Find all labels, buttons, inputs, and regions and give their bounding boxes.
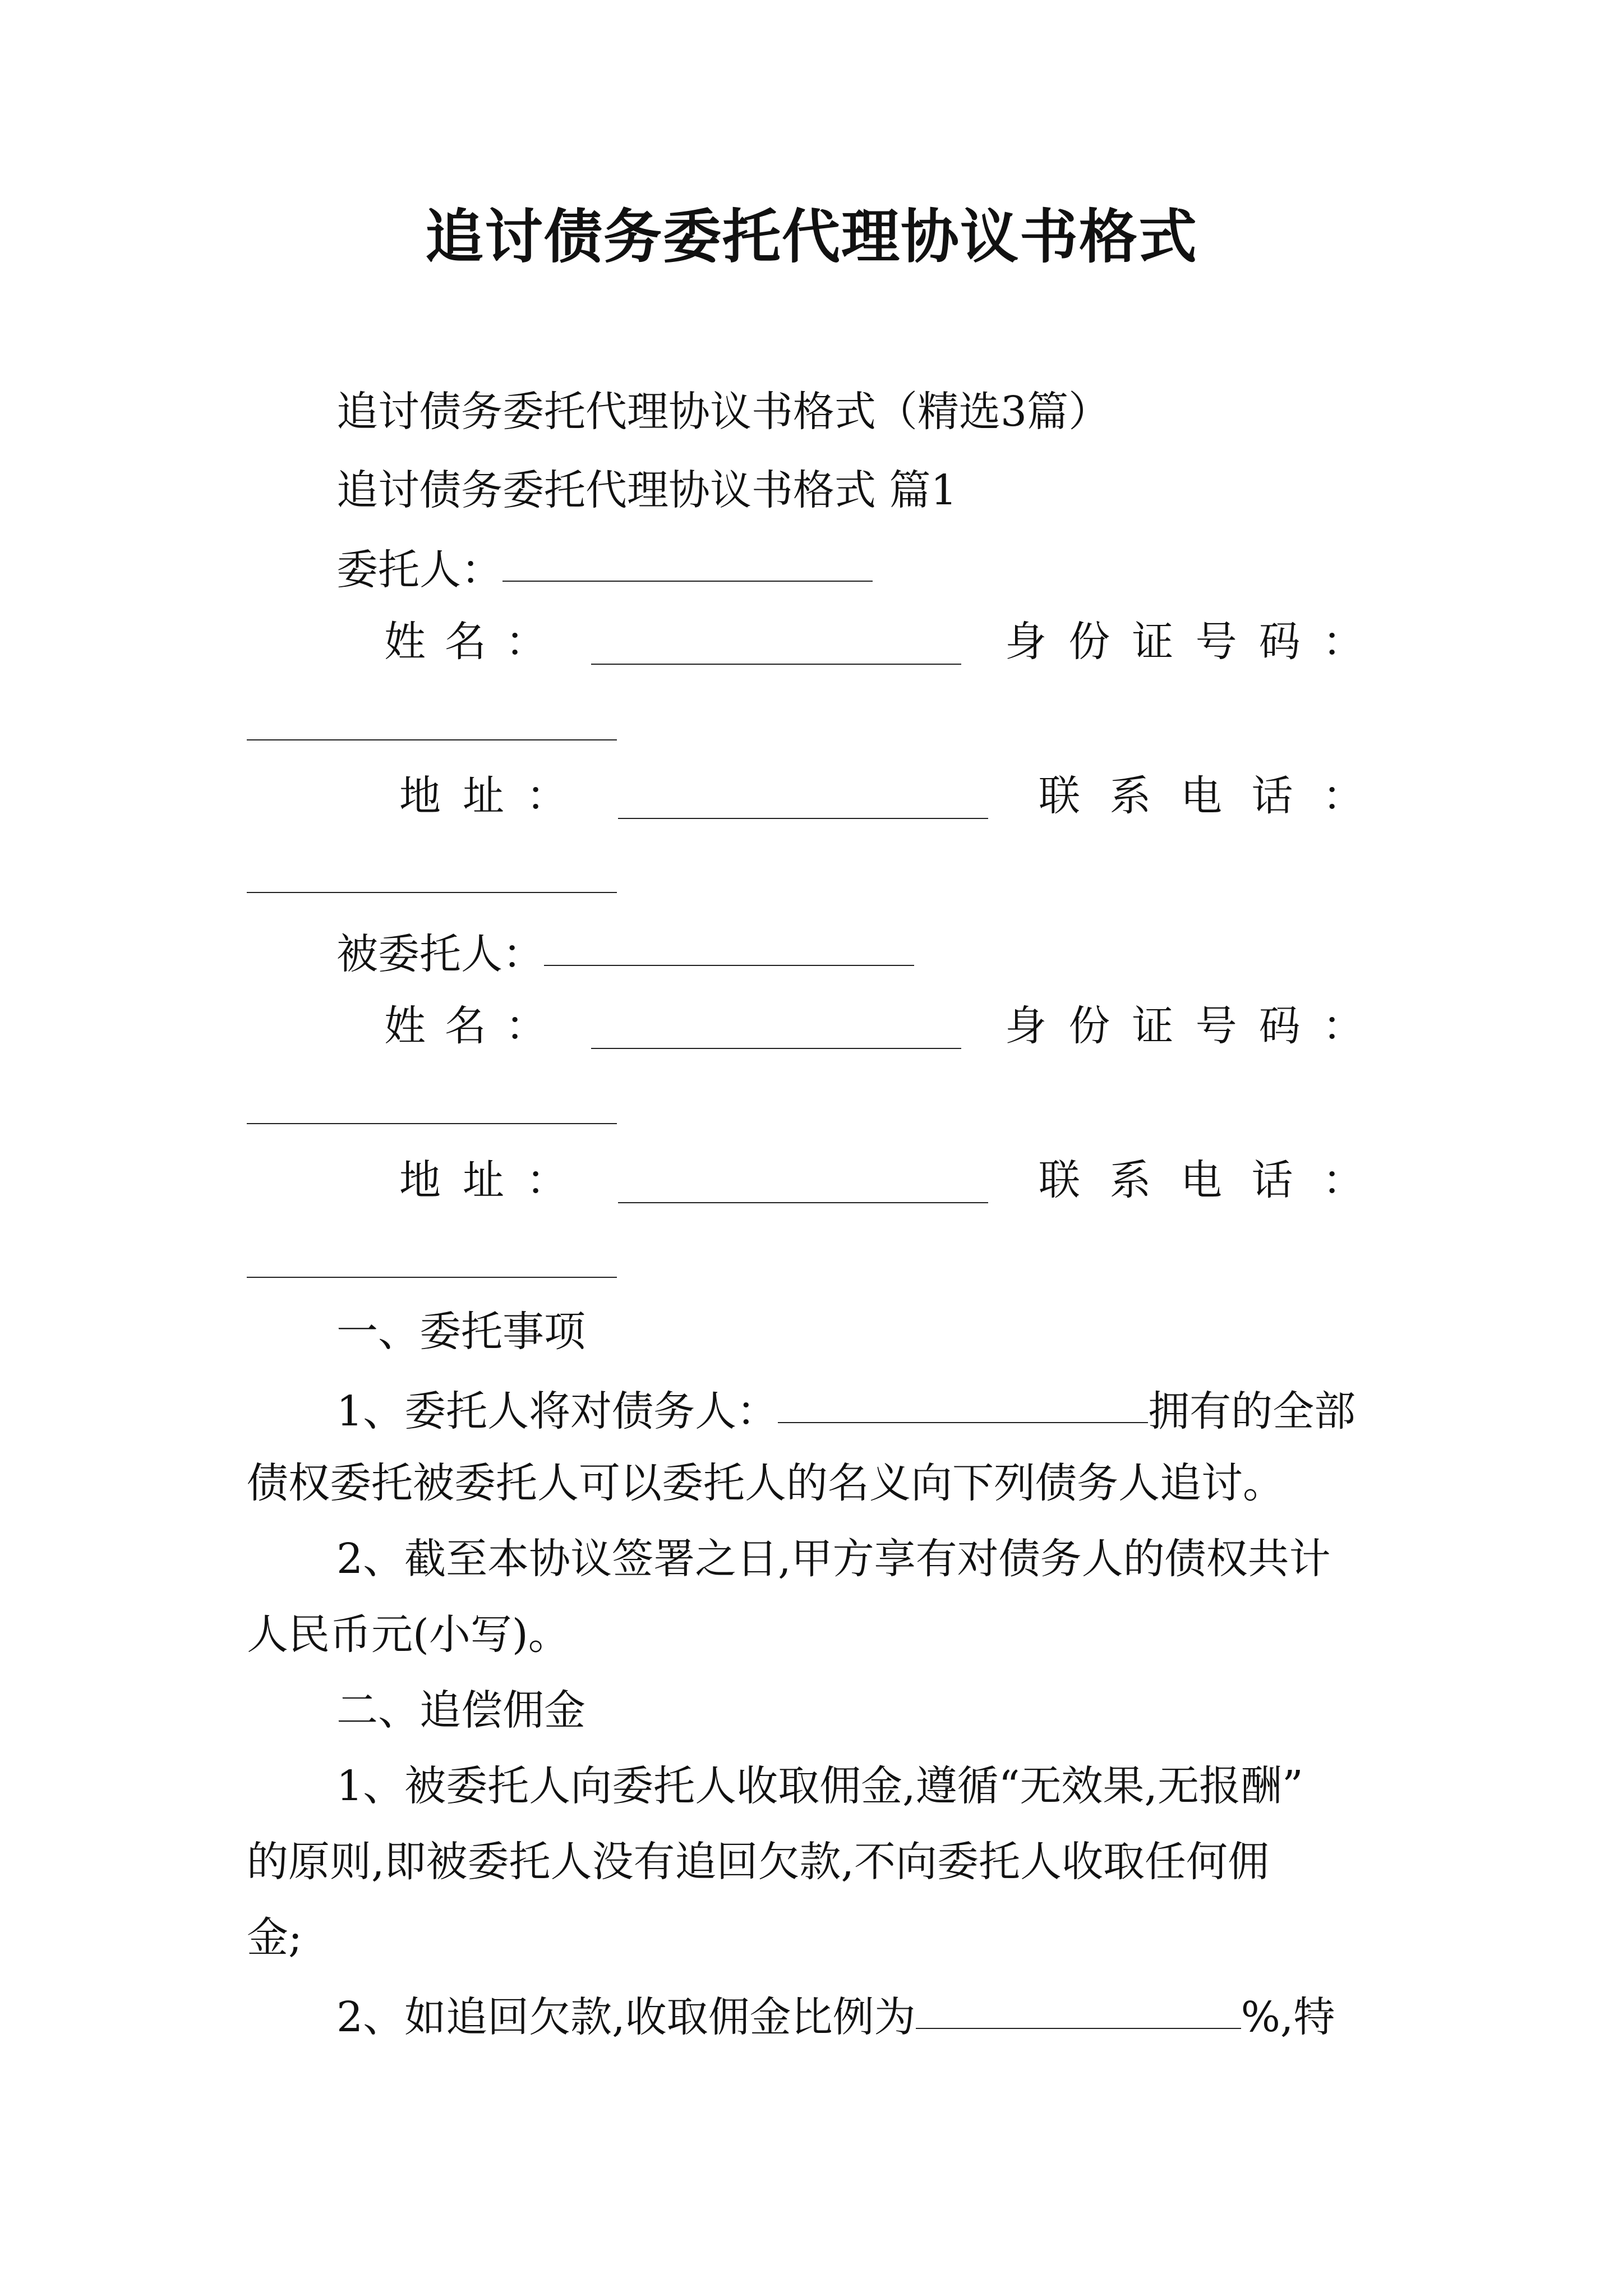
section-heading: 追讨债务委托代理协议书格式 篇1: [336, 466, 957, 514]
debtor-blank: [778, 1381, 1148, 1423]
principal-address-blank: [618, 776, 988, 819]
principal-line: [336, 541, 873, 595]
agent-name-label: 姓 名 ：: [384, 1002, 547, 1050]
principal-name-id-row: [384, 617, 1364, 667]
item1-2-line-b: 人民币元(小写)。: [247, 1611, 570, 1659]
principal-address-label: 地 址 ：: [399, 772, 568, 820]
item2-1-line-c: 金;: [247, 1913, 302, 1962]
agent-address-label: 地 址 ：: [399, 1156, 568, 1204]
principal-label: 委托人：: [336, 546, 502, 594]
item1-2-line-a: 2、截至本协议签署之日,甲方享有对债务人的债权共计: [336, 1535, 1331, 1583]
item2-1-line-b: 的原则,即被委托人没有追回欠款,不向委托人收取任何佣: [247, 1838, 1270, 1886]
item2-1-line-a: 1、被委托人向委托人收取佣金,遵循“无效果,无报酬”: [336, 1762, 1303, 1810]
item1-1-line-a: 1、委托人将对债务人： 拥有的全部: [336, 1383, 1355, 1437]
principal-name-label: 姓 名 ：: [384, 618, 547, 666]
principal-id-label: 身 份 证 号 码 ：: [1005, 618, 1364, 666]
principal-phone-blank: [247, 892, 617, 893]
item2-2-line: 2、如追回欠款,收取佣金比例为 %,特: [336, 1989, 1335, 2042]
item1-1-line-b: 债权委托被委托人可以委托人的名义向下列债务人追讨。: [247, 1459, 1284, 1507]
agent-name-blank: [591, 1006, 961, 1049]
principal-address-phone-row: [399, 771, 1364, 821]
principal-phone-label: 联 系 电 话 ：: [1039, 772, 1364, 820]
commission-rate-blank: [916, 1986, 1241, 2029]
agent-id-blank: [247, 1123, 617, 1124]
agent-phone-label: 联 系 电 话 ：: [1039, 1156, 1364, 1204]
principal-name-blank: [591, 622, 961, 665]
agent-line: [336, 926, 914, 979]
agent-id-label: 身 份 证 号 码 ：: [1005, 1002, 1364, 1050]
section2-heading: 二、追偿佣金: [336, 1686, 585, 1734]
section1-heading: 一、委托事项: [336, 1308, 585, 1356]
agent-label: 被委托人：: [336, 930, 544, 978]
document-subtitle: 追讨债务委托代理协议书格式（精选3篇）: [336, 388, 1110, 436]
agent-address-blank: [618, 1161, 988, 1203]
agent-phone-blank: [247, 1277, 617, 1278]
principal-blank: [502, 539, 873, 582]
document-title: 追讨债务委托代理协议书格式: [425, 202, 1198, 271]
agent-name-id-row: [384, 1001, 1364, 1051]
agent-address-phone-row: [399, 1156, 1364, 1205]
agent-blank: [544, 923, 914, 966]
principal-id-blank: [247, 739, 617, 740]
